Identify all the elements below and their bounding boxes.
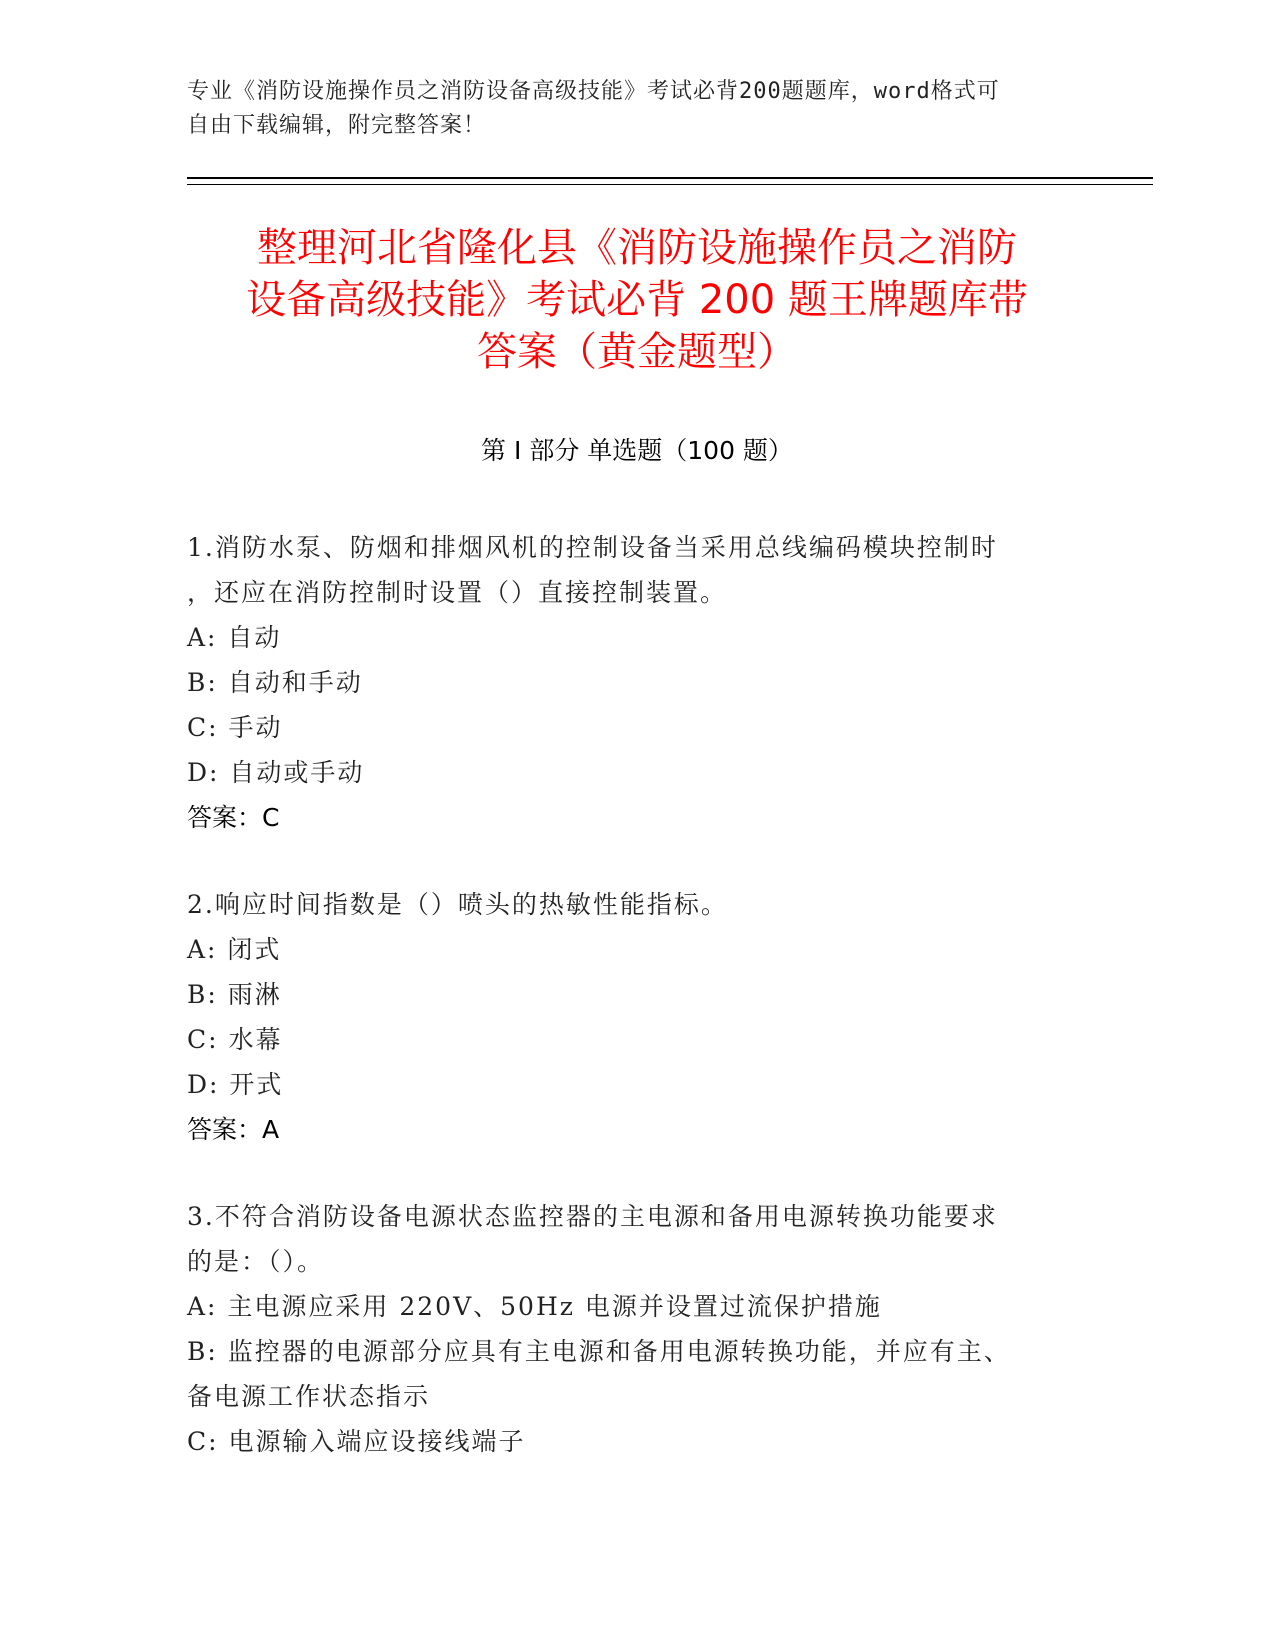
answer: 答案：C — [187, 803, 280, 832]
document-header — [187, 75, 1087, 143]
option-c: C: 电源输入端应设接线端子 — [187, 1427, 526, 1456]
question-stem: 3.不符合消防设备电源状态监控器的主电源和备用电源转换功能要求 — [187, 1202, 998, 1231]
option-a: A: 主电源应采用 220V、50Hz 电源并设置过流保护措施 — [187, 1292, 882, 1321]
option-a: A: 闭式 — [187, 935, 282, 964]
question-stem-continued: 的是：（）。 — [187, 1247, 325, 1276]
header-divider-thick — [187, 177, 1153, 179]
document-title — [187, 222, 1087, 378]
option-d: D: 开式 — [187, 1070, 284, 1099]
title-line-3: 答案（黄金题型） — [477, 329, 797, 375]
title-line-2: 设备高级技能》考试必背 200 题王牌题库带 — [246, 277, 1028, 323]
option-b: B: 监控器的电源部分应具有主电源和备用电源转换功能，并应有主、 — [187, 1337, 1011, 1366]
answer: 答案：A — [187, 1115, 280, 1144]
option-c: C: 手动 — [187, 713, 283, 742]
title-line-1: 整理河北省隆化县《消防设施操作员之消防 — [257, 225, 1017, 271]
header-line-2: 自由下载编辑，附完整答案！ — [187, 113, 487, 138]
question-2 — [187, 882, 1067, 1152]
header-line-1: 专业《消防设施操作员之消防设备高级技能》考试必背200题题库，word格式可 — [187, 79, 1000, 104]
option-d: D: 自动或手动 — [187, 758, 365, 787]
option-b: B: 雨淋 — [187, 980, 282, 1009]
question-1 — [187, 525, 1067, 840]
question-stem-continued: ，还应在消防控制时设置（）直接控制装置。 — [187, 578, 728, 607]
question-stem: 1.消防水泵、防烟和排烟风机的控制设备当采用总线编码模块控制时 — [187, 533, 998, 562]
section-heading: 第 I 部分 单选题（100 题） — [481, 436, 793, 465]
option-b-continued: 备电源工作状态指示 — [187, 1382, 431, 1411]
question-stem: 2.响应时间指数是（）喷头的热敏性能指标。 — [187, 890, 728, 919]
header-divider-thin — [187, 184, 1153, 185]
question-list — [187, 525, 1067, 1464]
option-a: A: 自动 — [187, 623, 282, 652]
option-c: C: 水幕 — [187, 1025, 283, 1054]
question-3 — [187, 1194, 1067, 1464]
option-b: B: 自动和手动 — [187, 668, 363, 697]
